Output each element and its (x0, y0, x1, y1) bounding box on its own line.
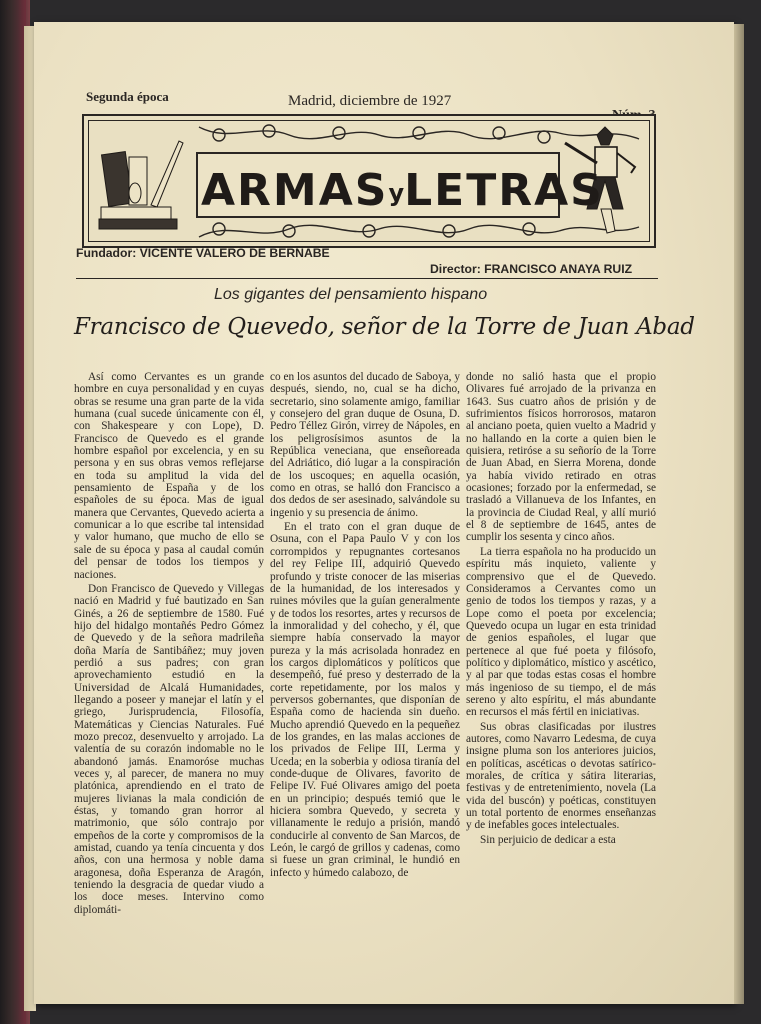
article-paragraph: La tierra española no ha producido un espíritu más inquieto, valiente y comprensivo que el de Quevedo. Consideramos a Cervantes como un genio de todos los tiempos y razas, y a Lope como el poeta por excelencia; Quevedo ocupa un lugar en esta trinidad de genios españoles, el lugar que pertenece al que fué poeta y filósofo, político y diplomático, místico y ascético, y al par que todas estas cosas el hombre más ingenioso de su tiempo, el de más sereno y alto espíritu, el más abundante en recursos el más fértil en iniciativas. (466, 545, 656, 719)
article-paragraph: Así como Cervantes es un grande hombre en cuya personalidad y en cuyas obras se resume una gran parte de la vida humana (cual sucede únicamente con él, con Shakespeare y con Lope), D. Francisco de Quevedo es el grande hombre español por excelencia, y en su persona y en sus obras vemos reflejarse en toda su amplitud la vida del pensamiento de España y de los españoles de su época. Mas de igual manera que Cervantes, Quevedo acierta a comunicar a lo que escribe tal intensidad y valor humano, que mucho de ello se sale de su época y pasa al caudal común del pensar de todos los tiempos y naciones. (74, 371, 264, 581)
epoch-label: Segunda época (86, 89, 169, 104)
masthead-frame (88, 120, 650, 242)
article-column-3 (466, 371, 656, 846)
article-paragraph: co en los asuntos del ducado de Saboya, y después, siendo, no, cual se ha dicho, secretario, sino solamente amigo, familiar y consejero del gran duque de Osuna, D. Pedro Téllez Girón, virrey de Nápoles, en los peligrosísimos asuntos de la República veneciana, que enseñoreada del Adriático, dió lugar a la conspiración de los uscoques; en aquella ocasión, como en otras, se halló don Francisco a dos dedos de ser asesinado, salvándole su ingenio y su presencia de ánimo. (270, 371, 460, 519)
founder-credit: Fundador: VICENTE VALERO DE BERNABE (76, 246, 330, 260)
director-credit: Director: FRANCISCO ANAYA RUIZ (430, 262, 633, 276)
article-paragraph: Sin perjuicio de dedicar a esta (480, 833, 616, 846)
article-paragraph: donde no salió hasta que el propio Olivares fué arrojado de la privanza en 1643. Sus cuatro años de prisión y de sufrimientos físicos horrorosos, mataron al anciano poeta, quien vuelto a Madrid y no hallando en la corte a quien bien le quisiera, retiróse a su señorío de la Torre de Juan Abad, en Sierra Morena, donde ya había vivido retirado en otras ocasiones; forzado por la enfermedad, se trasladó a Villanueva de los Infantes, en la provincia de Ciudad Real, y allí murió el 8 de septiembre de 1645, antes de cumplir los sesenta y cinco años. (466, 371, 656, 544)
masthead-title (201, 159, 604, 223)
article-column-1 (74, 371, 264, 916)
article-paragraph: Don Francisco de Quevedo y Villegas nació en Madrid y fué bautizado en San Ginés, a 26 de septiembre de 1580. Fué hijo del hidalgo montañés Pedro Gómez de Quevedo y de la señora madrileña doña María de Santibáñez; muy joven perdió a sus padres; con gran aprovechamiento estudió en la Universidad de Alcalá Humanidades, llegando a poseer y manejar el latín y el griego, Jurisprudencia, Filosofía, Matemáticas y Ciencias Naturales. Fué mozo precoz, desenvuelto y arrojado. La valentía de su corazón indomable no le abandonó jamás. Enamoróse muchas veces y, al parecer, de manera no muy platónica, aprendiendo en el trato de mujeres livianas la mala condición de éstas, y tomando gran horror al matrimonio, que sólo contrajo por empeños de la corte y compromisos de la amistad, cuando ya tenía cincuenta y dos años, con una hermosa y noble dama aragonesa, doña Esperanza de Aragón, teniendo la desgracia de quedar viudo a los doce meses. Intervino como diplomáti- (74, 582, 264, 916)
article-headline: Francisco de Quevedo, señor de la Torre de Juan Abad (74, 314, 695, 340)
title-conjunction: y (388, 179, 405, 207)
article-paragraph: En el trato con el gran duque de Osuna, con el Papa Paulo V y con los corrompidos y repugnantes cortesanos del rey Felipe III, adquirió Quevedo profundo y triste conocer de las miserias de la humanidad, de los interesados y ruines móviles que la guían generalmente y de todos los resortes, artes y recursos de la inmoralidad y del cohecho, y él, que siempre había conservado la mayor pureza y la más acrisolada honradez en los cargos diplomáticos y políticos que desempeñó, fué preso y desterrado de la corte repetidamente, por los malos y perversos gobernantes, que disponían de España como de hacienda sin dueño. Mucho aprendió Quevedo en la pequeñez de los grandes, en las malas acciones de los privados de Felipe III, Lerma y Uceda; en la soberbia y odiosa tiranía del conde-duque de Olivares, favorito de Felipe IV. Fué Olivares amigo del poeta en un principio; después temió que le hiciera sombra Quevedo, y secreta y villanamente le redujo a prisión, mandó conducirle al convento de San Marcos, de León, le cargó de grillos y cadenas, como si fuese un gran criminal, le hundió en infecto y húmedo calabozo, de (270, 521, 460, 879)
article-paragraph: Sus obras clasificadas por ilustres autores, como Navarro Ledesma, de cuya insigne pluma son los anteriores juicios, en políticas, ascéticas o devotas satírico-morales, de crítica y sátira literarias, festivas y de entretenimiento, novela (La vida del buscón) y poéticas, constituyen un total portento de enormes enseñanzas y de inefables goces intelectuales. (466, 720, 656, 832)
title-letras: LETRAS (404, 165, 604, 216)
masthead-banner (82, 114, 656, 248)
header-rule (76, 278, 658, 279)
page-right-edge (734, 24, 744, 1004)
dateline: Madrid, diciembre de 1927 (288, 93, 452, 109)
title-armas: ARMAS (201, 165, 389, 216)
article-column-2 (270, 371, 460, 879)
books-and-quill-icon (91, 123, 199, 241)
newspaper-page (34, 22, 734, 1004)
article-kicker: Los gigantes del pensamiento hispano (214, 286, 488, 303)
